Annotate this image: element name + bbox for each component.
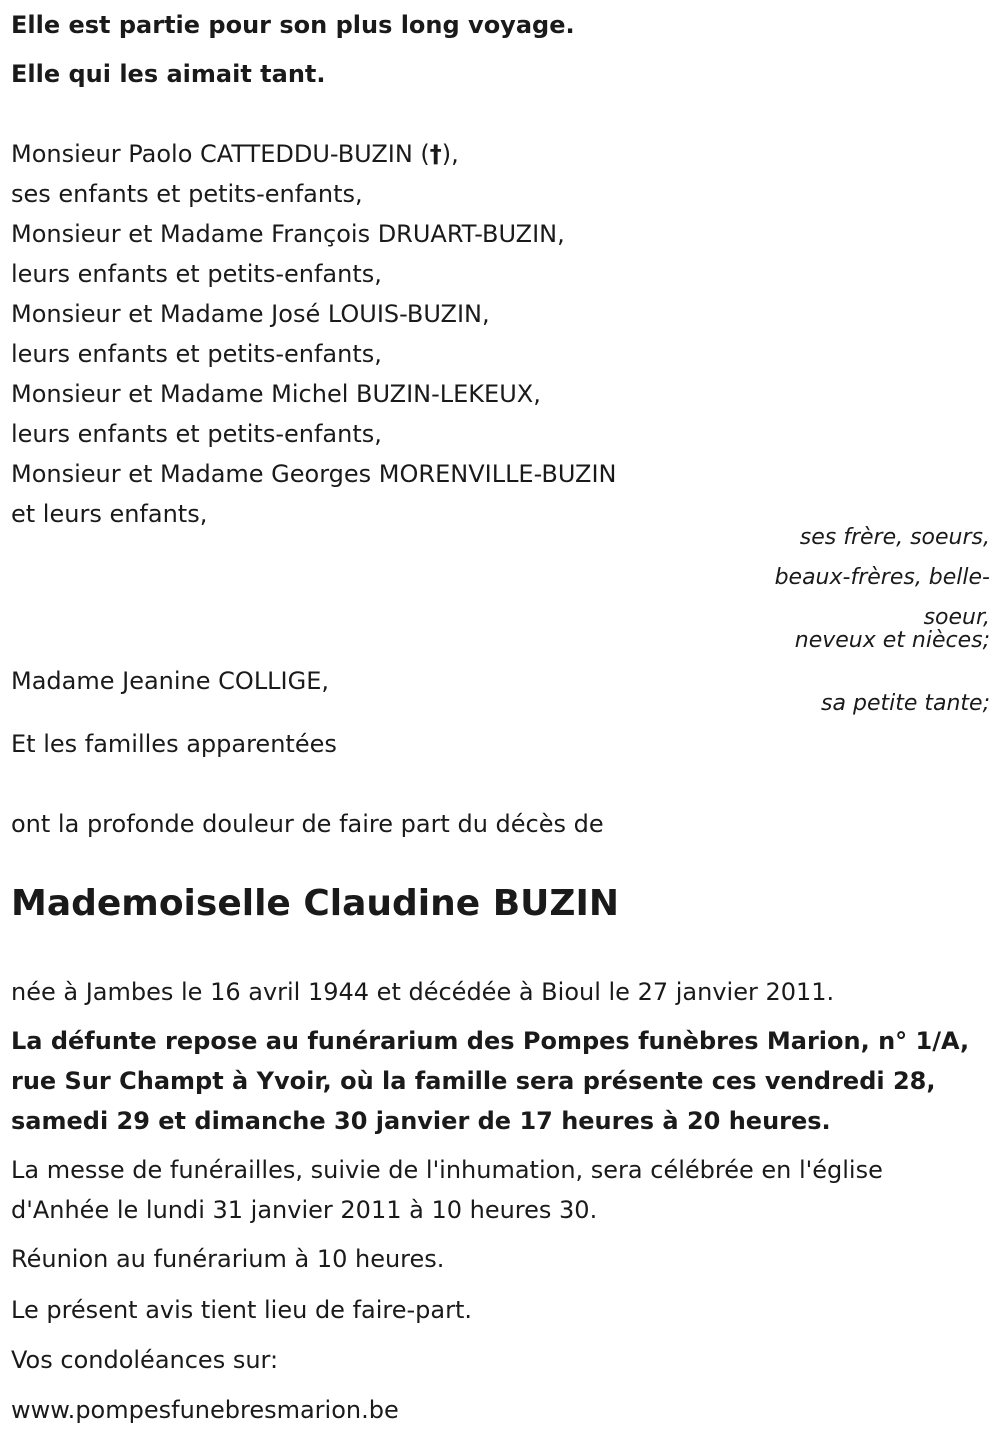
- family-morenville: Monsieur et Madame Georges MORENVILLE-BUZIN: [11, 460, 617, 488]
- families-apparentees: Et les familles apparentées: [11, 730, 337, 758]
- relation-line-2: beaux-frères, belle-: [774, 565, 990, 590]
- family-collige: Madame Jeanine COLLIGE,: [11, 667, 330, 695]
- collige-relation: sa petite tante;: [821, 691, 990, 716]
- family-paolo: [11, 139, 459, 169]
- cross-icon: †: [429, 140, 442, 168]
- reunion-line: Réunion au funérarium à 10 heures.: [11, 1245, 445, 1273]
- funeral-home-line-2: rue Sur Champt à Yvoir, où la famille sera présente ces vendredi 28,: [11, 1067, 936, 1095]
- funeral-home-line-1: La défunte repose au funérarium des Pompes funèbres Marion, n° 1/A,: [11, 1027, 970, 1055]
- condolences-line: Vos condoléances sur:: [11, 1346, 279, 1374]
- notice-line: Le présent avis tient lieu de faire-part.: [11, 1296, 473, 1324]
- family-druart-children: leurs enfants et petits-enfants,: [11, 260, 382, 288]
- family-paolo-suffix: ),: [441, 140, 459, 168]
- deceased-name: Mademoiselle Claudine BUZIN: [11, 883, 620, 924]
- intro-line-1: Elle est partie pour son plus long voyage.: [11, 11, 575, 39]
- funeral-home-line-3: samedi 29 et dimanche 30 janvier de 17 heures à 20 heures.: [11, 1107, 831, 1135]
- website-link[interactable]: www.pompesfunebresmarion.be: [11, 1396, 399, 1424]
- intro-line-2: Elle qui les aimait tant.: [11, 60, 326, 88]
- family-paolo-children: ses enfants et petits-enfants,: [11, 180, 363, 208]
- relation-line-1: ses frère, soeurs,: [799, 525, 990, 550]
- birth-death-line: née à Jambes le 16 avril 1944 et décédée à Bioul le 27 janvier 2011.: [11, 978, 835, 1006]
- family-morenville-children: et leurs enfants,: [11, 500, 208, 528]
- relation-line-4: neveux et nièces;: [794, 628, 990, 653]
- relation-line-3: soeur,: [923, 605, 990, 630]
- family-druart: Monsieur et Madame François DRUART-BUZIN,: [11, 220, 565, 248]
- family-louis-children: leurs enfants et petits-enfants,: [11, 340, 382, 368]
- family-louis: Monsieur et Madame José LOUIS-BUZIN,: [11, 300, 490, 328]
- family-lekeux: Monsieur et Madame Michel BUZIN-LEKEUX,: [11, 380, 541, 408]
- mass-line-2: d'Anhée le lundi 31 janvier 2011 à 10 heures 30.: [11, 1196, 598, 1224]
- family-paolo-name: Monsieur Paolo CATTEDDU-BUZIN (: [11, 140, 430, 168]
- family-lekeux-children: leurs enfants et petits-enfants,: [11, 420, 382, 448]
- announcement-text: ont la profonde douleur de faire part du décès de: [11, 810, 604, 838]
- mass-line-1: La messe de funérailles, suivie de l'inhumation, sera célébrée en l'église: [11, 1156, 883, 1184]
